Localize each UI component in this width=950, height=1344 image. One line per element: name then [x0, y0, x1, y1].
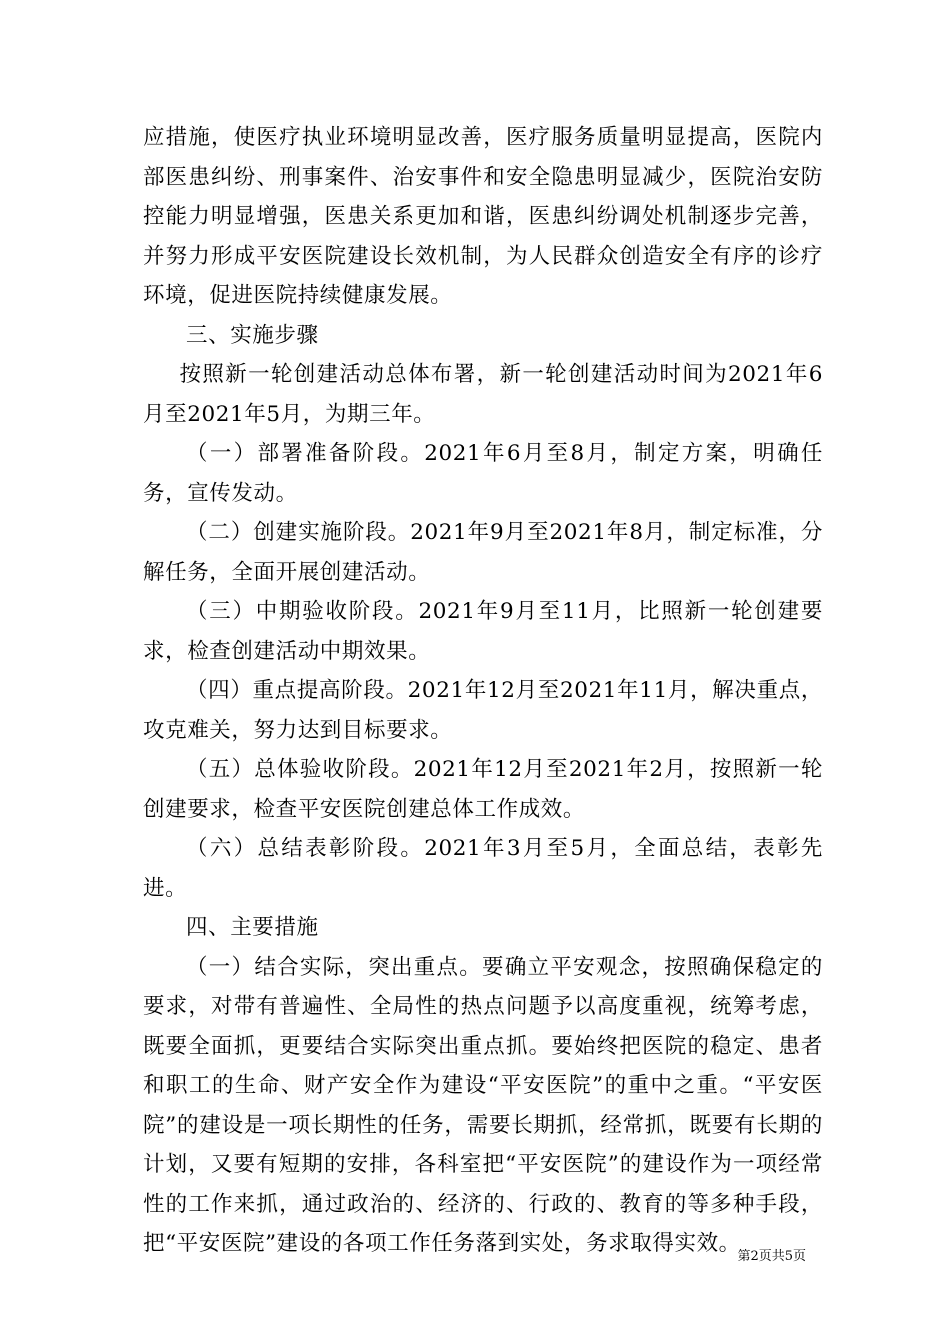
paragraph-continuation: 应措施，使医疗执业环境明显改善，医疗服务质量明显提高，医院内部医患纠纷、刑事案件、治安事件和安全隐患明显减少，医院治安防控能力明显增强，医患关系更加和谐，医患纠纷调处机制逐步完善，并努力形成平安医院建设长效机制，为人民群众创造安全有序的诊疗环境，促进医院持续健康发展。 — [143, 125, 823, 308]
paragraph-schedule: 按照新一轮创建活动总体布署，新一轮创建活动时间为2021年6月至2021年5月，为期三年。 — [143, 362, 823, 427]
paragraph-stage-3: （三）中期验收阶段。2021年9月至11月，比照新一轮创建要求，检查创建活动中期效果。 — [143, 599, 823, 664]
section-heading-implementation-steps: 三、实施步骤 — [186, 322, 319, 348]
paragraph-stage-5: （五）总体验收阶段。2021年12月至2021年2月，按照新一轮创建要求，检查平安医院创建总体工作成效。 — [143, 757, 823, 822]
section-heading-main-measures: 四、主要措施 — [186, 915, 319, 940]
paragraph-stage-4: （四）重点提高阶段。2021年12月至2021年11月，解决重点，攻克难关，努力达到目标要求。 — [143, 678, 823, 743]
paragraph-stage-6: （六）总结表彰阶段。2021年3月至5月，全面总结，表彰先进。 — [143, 836, 823, 901]
paragraph-stage-1: （一）部署准备阶段。2021年6月至8月，制定方案，明确任务，宣传发动。 — [143, 441, 823, 506]
paragraph-stage-2: （二）创建实施阶段。2021年9月至2021年8月，制定标准，分解任务，全面开展创建活动。 — [143, 520, 823, 585]
document-body — [143, 118, 823, 1264]
page-number: 第2页共5页 — [737, 1249, 806, 1264]
paragraph-measure-1: （一）结合实际，突出重点。要确立平安观念，按照确保稳定的要求，对带有普遍性、全局性的热点问题予以高度重视，统筹考虑，既要全面抓，更要结合实际突出重点抓。要始终把医院的稳定、患者和职工的生命、财产安全作为建设“平安医院”的重中之重。“平安医院”的建设是一项长期性的任务，需要长期抓，经常抓，既要有长期的计划，又要有短期的安排，各科室把“平安医院”的建设作为一项经常性的工作来抓，通过政治的、经济的、行政的、教育的等多种手段，把“平安医院”建设的各项工作任务落到实处，务求取得实效。 — [143, 954, 823, 1256]
